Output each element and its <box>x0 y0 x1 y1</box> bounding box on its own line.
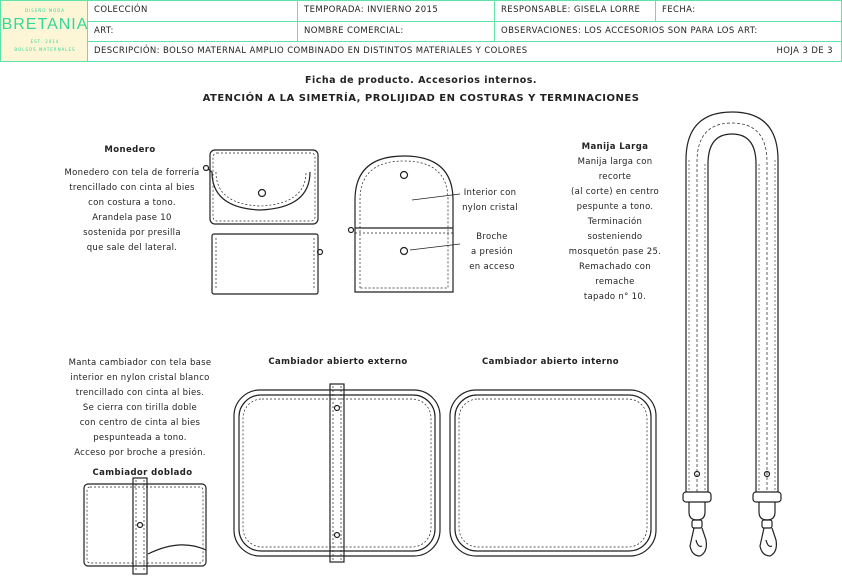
manta-line: pespunteada a tono. <box>93 433 187 443</box>
logo-wordmark: BRETANIA <box>1 16 89 33</box>
monedero-back-drawing <box>212 234 323 294</box>
manija-line: mosquetón pase 25. <box>568 247 662 257</box>
manija-line: pespunte a tono. <box>576 202 654 212</box>
manija-heading: Manija Larga <box>581 142 649 152</box>
cell-observaciones: OBSERVACIONES: LOS ACCESORIOS SON PARA LOS ART: <box>494 21 842 42</box>
monedero-line: sostenida por presilla <box>83 228 181 238</box>
manta-line: trencillado con cinta al bies. <box>75 388 205 398</box>
monedero-open-drawing <box>349 156 461 292</box>
sheet-warning: ATENCIÓN A LA SIMETRÍA, PROLIJIDAD EN COSTURAS Y TERMINACIONES <box>202 93 640 104</box>
hoja-text: HOJA 3 DE 3 <box>776 46 833 56</box>
cell-art: ART: <box>87 21 298 42</box>
manta-line: Manta cambiador con tela base <box>68 358 212 368</box>
manta-line: interior en nylon cristal blanco <box>70 373 210 383</box>
monedero-line: que sale del lateral. <box>86 243 178 253</box>
monedero-line: con costura a tono. <box>88 198 176 208</box>
label-doblado: Cambiador doblado <box>92 468 193 478</box>
monedero-line: trencillado con cinta al bies <box>69 183 195 193</box>
cambiador-doblado-drawing <box>84 478 206 574</box>
callout-broche-line: a presión <box>471 247 513 257</box>
manija-line: Remachado con remache <box>579 262 651 287</box>
cell-responsable: RESPONSABLE: GISELA LORRE <box>494 0 656 22</box>
callout-interior-line: nylon cristal <box>462 203 518 213</box>
cambiador-externo-drawing <box>234 384 440 562</box>
logo-top-text: DISEÑO MODA <box>24 8 66 13</box>
label-externo: Cambiador abierto externo <box>268 357 408 367</box>
cell-coleccion: COLECCIÓN <box>87 0 298 22</box>
descripcion-text: DESCRIPCIÓN: BOLSO MATERNAL AMPLIO COMBINADO EN DISTINTOS MATERIALES Y COLORES <box>94 46 528 56</box>
cell-fecha: FECHA: <box>655 0 842 22</box>
manija-line: (al corte) en centro <box>571 187 659 197</box>
manta-line: Se cierra con tirilla doble <box>82 403 198 413</box>
logo-bottom-text: BOLSOS MATERNALES <box>14 47 76 52</box>
monedero-heading: Monedero <box>104 145 156 155</box>
callout-broche-line: Broche <box>476 232 508 242</box>
monedero-line: Arandela pase 10 <box>92 213 172 223</box>
manija-line: Manija larga con recorte <box>577 157 653 182</box>
logo-est-text: EST. 2014 <box>30 39 60 44</box>
cell-temporada: TEMPORADA: INVIERNO 2015 <box>297 0 495 22</box>
monedero-line: Monedero con tela de forrería <box>64 168 200 178</box>
manija-line: Terminación sosteniendo <box>587 217 643 242</box>
label-interno: Cambiador abierto interno <box>481 357 620 367</box>
cell-nombre-comercial: NOMBRE COMERCIAL: <box>297 21 495 42</box>
manija-larga-drawing <box>683 112 781 556</box>
sheet-title: Ficha de producto. Accesorios internos. <box>304 75 537 86</box>
cambiador-interno-drawing <box>450 390 656 556</box>
callout-interior-line: Interior con <box>463 188 517 198</box>
manta-line: con centro de cinta al bies <box>79 418 201 428</box>
monedero-closed-drawing <box>204 150 319 224</box>
manta-line: Acceso por broche a presión. <box>74 448 206 458</box>
manija-line: tapado n° 10. <box>583 292 647 302</box>
callout-broche-line: en acceso <box>469 262 515 272</box>
